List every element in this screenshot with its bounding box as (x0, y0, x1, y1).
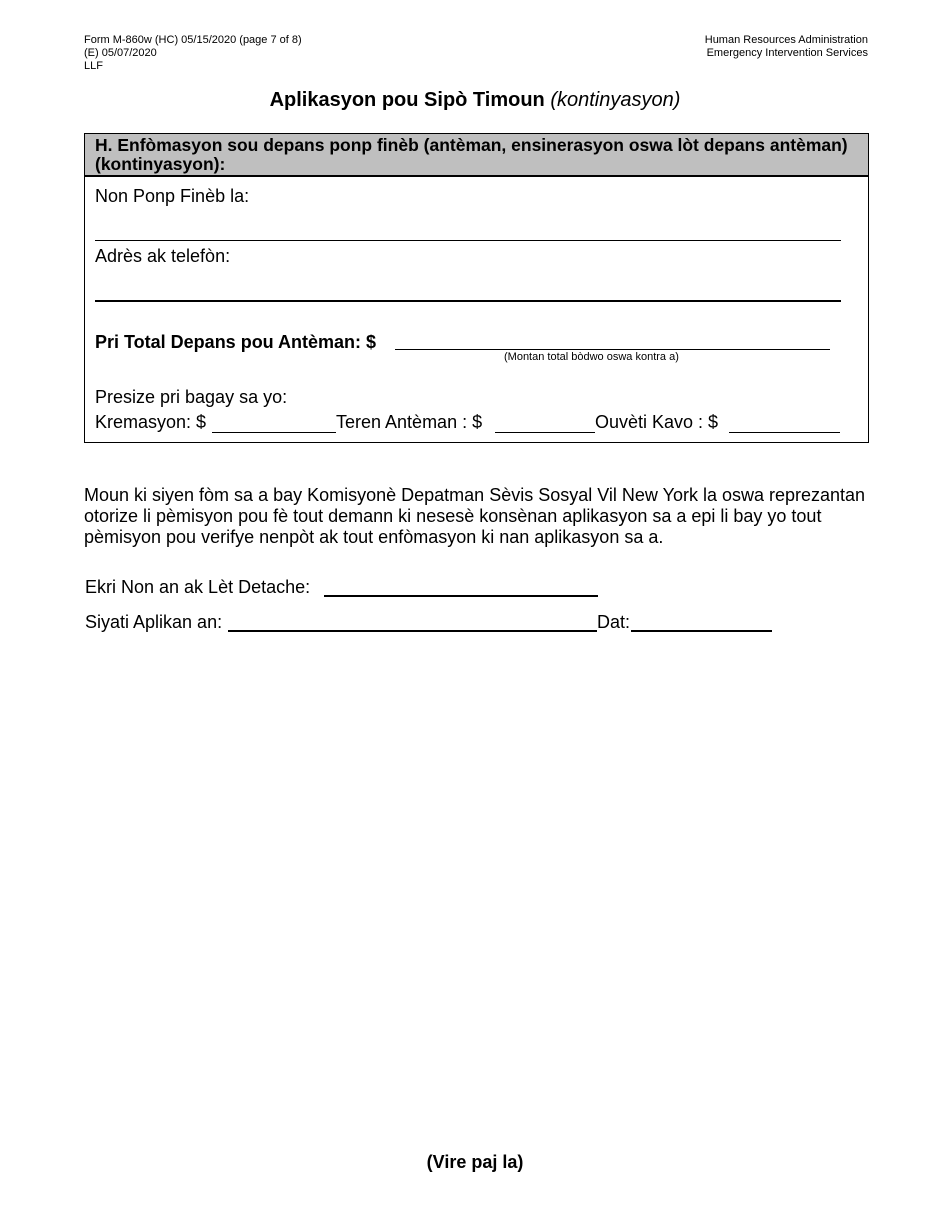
date-label: Dat: (597, 612, 631, 632)
agency-block (705, 34, 868, 60)
form-language-code: LLF (84, 60, 103, 72)
page-title-main: Aplikasyon pou Sipò Timoun (269, 89, 545, 111)
form-revision-date: (E) 05/07/2020 (84, 47, 157, 59)
form-id-block (84, 34, 302, 73)
page-title-sub: (kontinyasyon) (550, 89, 681, 111)
specify-costs-label: Presize pri bagay sa yo: (95, 387, 288, 407)
page-title (0, 89, 950, 112)
date-field[interactable] (631, 630, 772, 632)
address-phone-field[interactable] (95, 300, 841, 302)
agency-division: Emergency Intervention Services (706, 47, 868, 59)
print-name-label: Ekri Non an ak Lèt Detache: (85, 577, 311, 597)
total-cost-note: (Montan total bòdwo oswa kontra a) (504, 351, 679, 363)
total-cost-label: Pri Total Depans pou Antèman: $ (95, 332, 377, 352)
turn-page-note: (Vire paj la) (426, 1152, 524, 1172)
funeral-home-name-label: Non Ponp Finèb la: (95, 186, 250, 206)
applicant-signature-label: Siyati Aplikan an: (85, 612, 223, 632)
total-cost-field[interactable] (395, 349, 830, 350)
address-phone-label: Adrès ak telefòn: (95, 246, 231, 266)
grave-opening-label: Ouvèti Kavo : $ (595, 412, 719, 432)
form-number: Form M-860w (HC) 05/15/2020 (page 7 of 8) (84, 34, 302, 46)
authorization-statement: Moun ki siyen fòm sa a bay Komisyonè Depatman Sèvis Sosyal Vil New York la oswa reprezantan otorize li pèmisyon pou fè tout demann ki nesesè konsènan aplikasyon sa a epi li bay yo tout pèmisyon pou verifye nenpòt ak tout enfòmasyon ki nan aplikasyon sa a. (84, 485, 866, 547)
grave-opening-field[interactable] (729, 432, 840, 433)
agency-name: Human Resources Administration (704, 34, 868, 46)
cremation-field[interactable] (212, 432, 336, 433)
print-name-field[interactable] (324, 595, 598, 597)
section-h-heading: H. Enfòmasyon sou depans ponp finèb (antèman, ensinerasyon oswa lòt depans antèman) (kontinyasyon): (85, 134, 868, 177)
funeral-home-name-field[interactable] (95, 240, 841, 241)
cremation-label: Kremasyon: $ (95, 412, 207, 432)
burial-plot-field[interactable] (495, 432, 595, 433)
section-h-box (84, 133, 869, 443)
burial-plot-label: Teren Antèman : $ (336, 412, 483, 432)
applicant-signature-field[interactable] (228, 630, 597, 632)
